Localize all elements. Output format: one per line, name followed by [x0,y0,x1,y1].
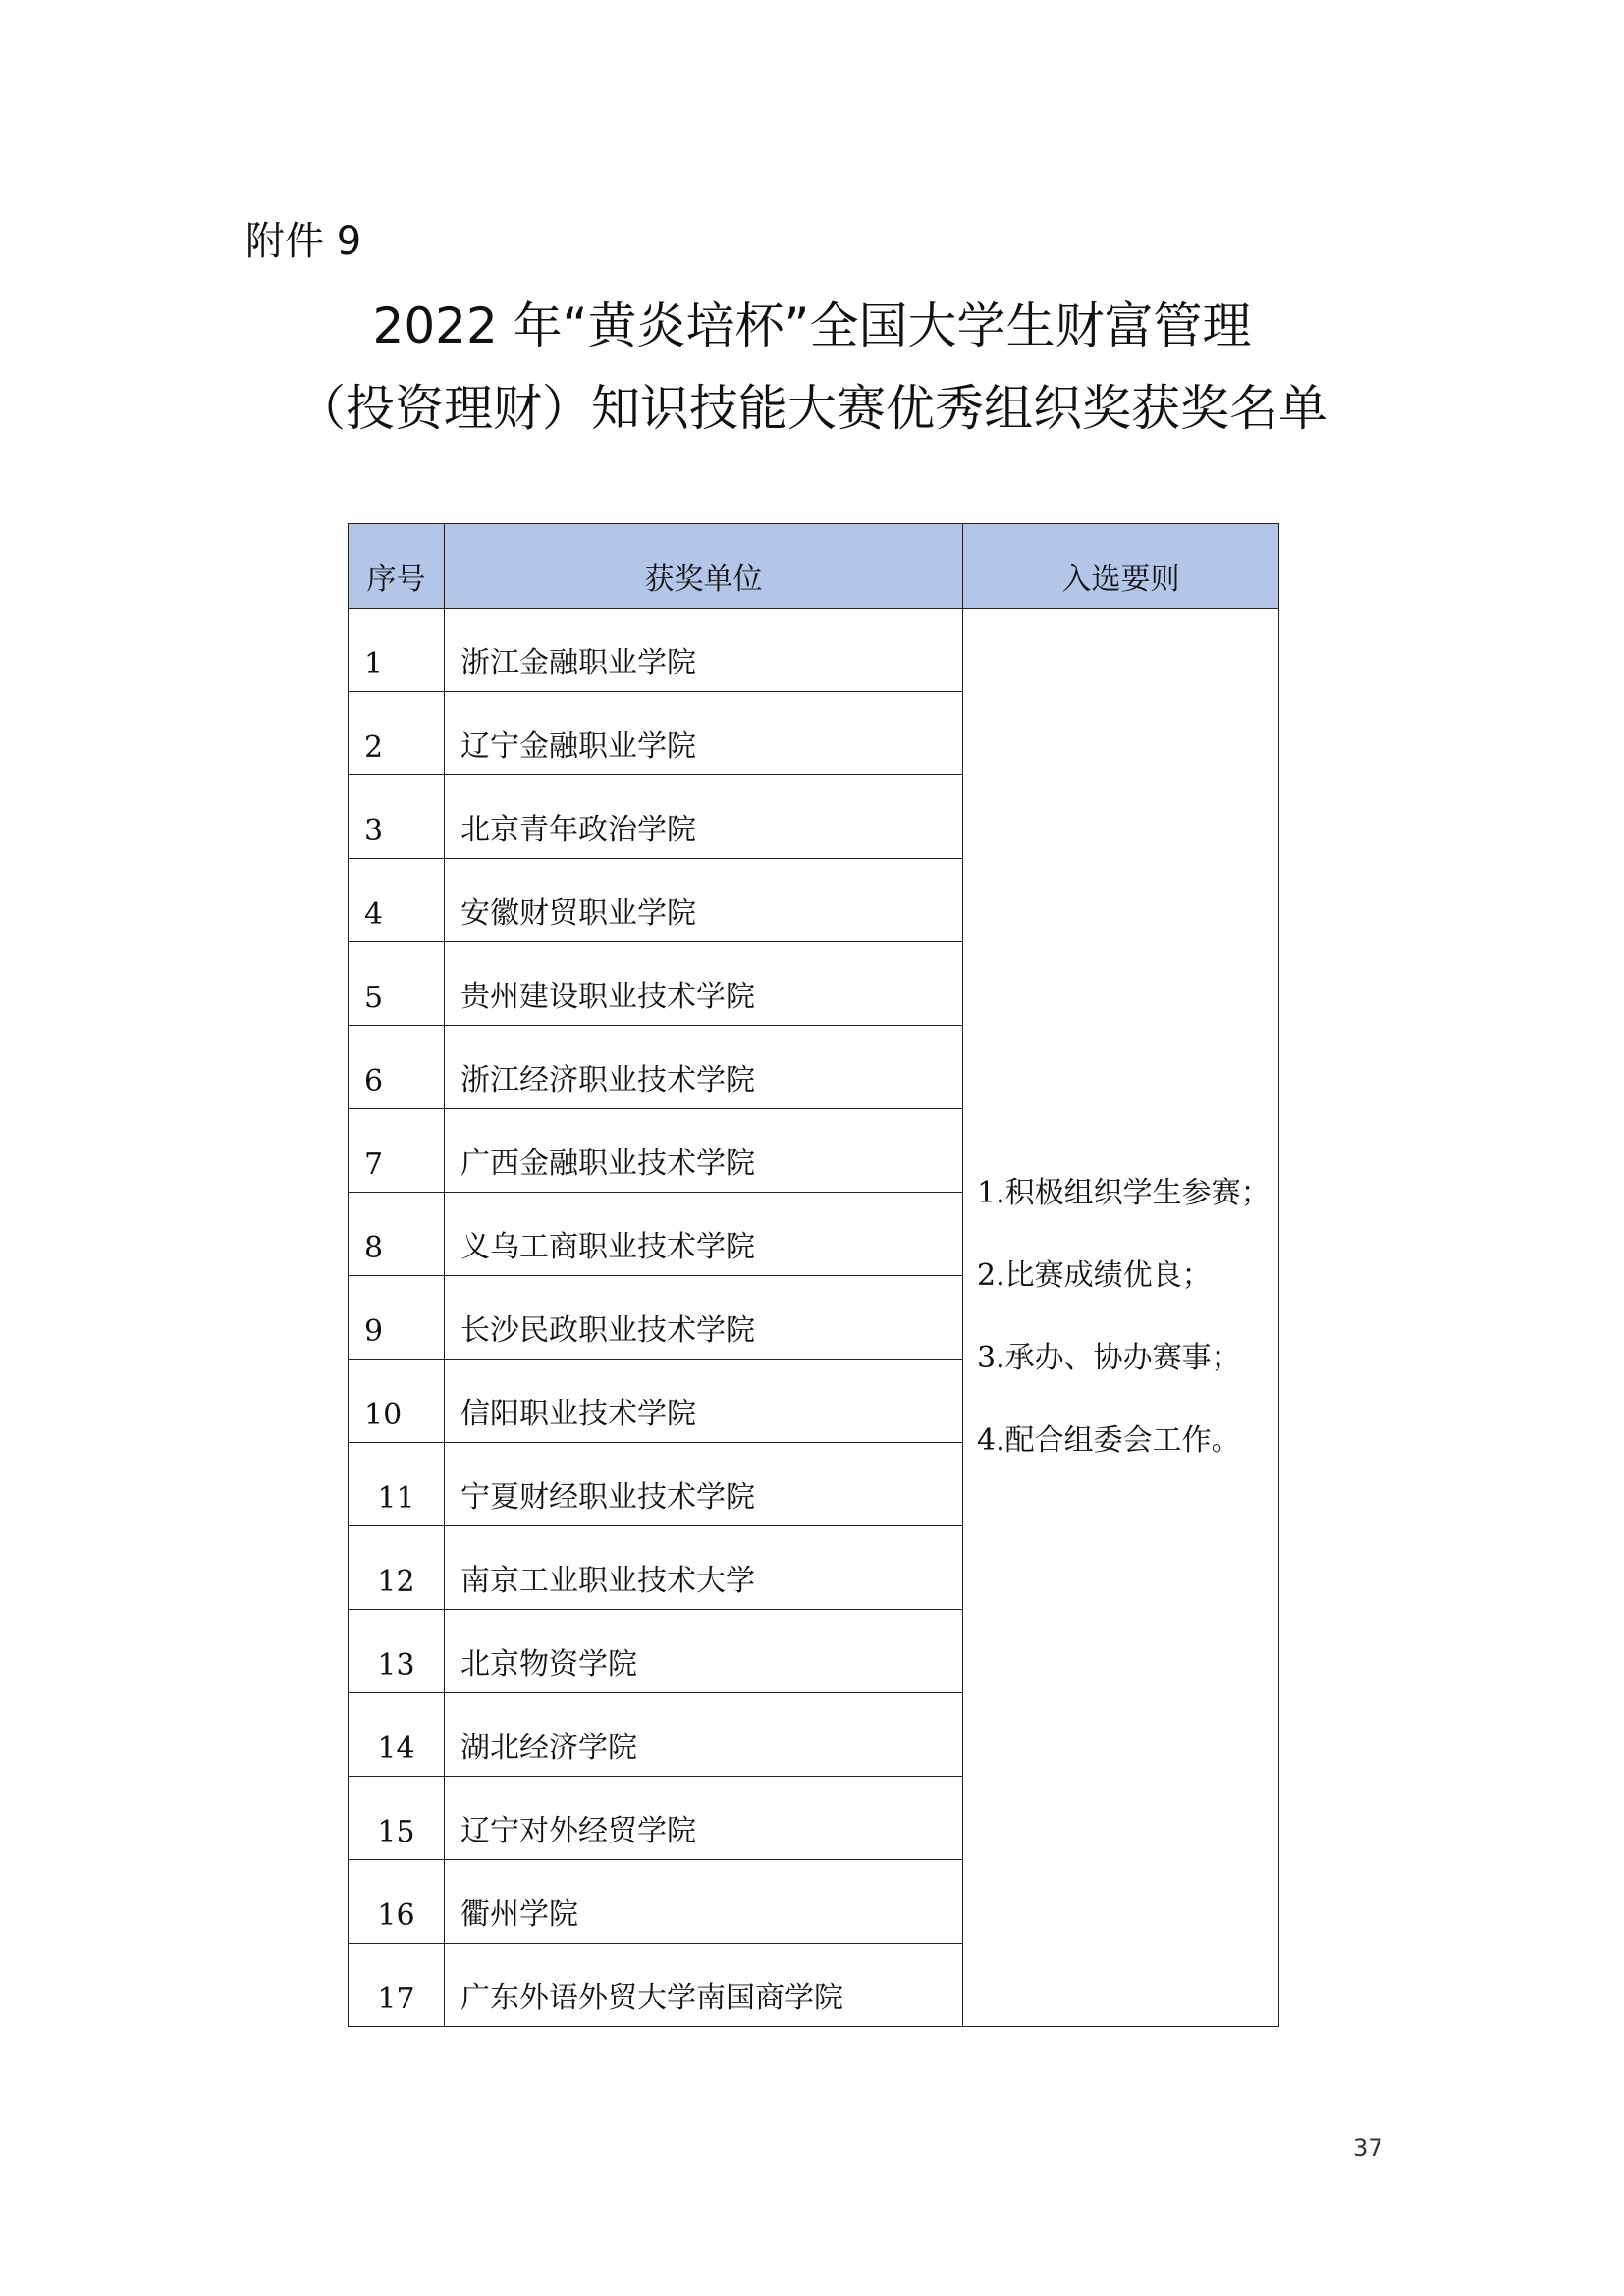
row-number: 14 [349,1693,445,1777]
table-row [349,609,1279,692]
row-number: 16 [349,1860,445,1944]
award-unit: 浙江经济职业技术学院 [445,1026,963,1109]
page-title-line-2: （投资理财）知识技能大赛优秀组织奖获奖名单 [297,380,1327,437]
row-number: 12 [349,1526,445,1610]
award-unit: 长沙民政职业技术学院 [445,1276,963,1360]
column-header-number: 序号 [349,524,445,609]
award-table [348,523,1279,2027]
award-unit: 信阳职业技术学院 [445,1360,963,1443]
award-unit: 安徽财贸职业学院 [445,859,963,942]
award-unit: 辽宁对外经贸学院 [445,1777,963,1860]
column-header-unit: 获奖单位 [445,524,963,609]
row-number: 6 [349,1026,445,1109]
row-number: 11 [349,1443,445,1526]
award-unit: 北京青年政治学院 [445,775,963,859]
award-unit: 广东外语外贸大学南国商学院 [445,1944,963,2027]
row-number: 15 [349,1777,445,1860]
table-header-row [349,524,1279,609]
row-number: 8 [349,1193,445,1276]
row-number: 10 [349,1360,445,1443]
page-title-line-1: 2022 年“黄炎培杯”全国大学生财富管理 [372,297,1252,354]
row-number: 1 [349,609,445,692]
row-number: 3 [349,775,445,859]
column-header-requirements: 入选要则 [963,524,1279,609]
award-unit: 湖北经济学院 [445,1693,963,1777]
attachment-label: 附件 9 [245,219,362,264]
award-unit: 义乌工商职业技术学院 [445,1193,963,1276]
award-unit: 广西金融职业技术学院 [445,1109,963,1193]
row-number: 9 [349,1276,445,1360]
requirement-item: 4.配合组委会工作。 [977,1423,1241,1458]
row-number: 2 [349,692,445,775]
award-unit: 南京工业职业技术大学 [445,1526,963,1610]
requirement-item: 3.承办、协办赛事； [977,1341,1241,1375]
row-number: 4 [349,859,445,942]
row-number: 7 [349,1109,445,1193]
award-unit: 贵州建设职业技术学院 [445,942,963,1026]
row-number: 13 [349,1610,445,1693]
row-number: 5 [349,942,445,1026]
page-number: 37 [1353,2134,1383,2162]
requirement-item: 2.比赛成绩优良； [977,1258,1212,1293]
requirements-cell [963,609,1279,2027]
award-unit: 宁夏财经职业技术学院 [445,1443,963,1526]
row-number: 17 [349,1944,445,2027]
award-unit: 北京物资学院 [445,1610,963,1693]
requirement-item: 1.积极组织学生参赛； [977,1176,1271,1210]
award-unit: 衢州学院 [445,1860,963,1944]
award-unit: 辽宁金融职业学院 [445,692,963,775]
award-unit: 浙江金融职业学院 [445,609,963,692]
